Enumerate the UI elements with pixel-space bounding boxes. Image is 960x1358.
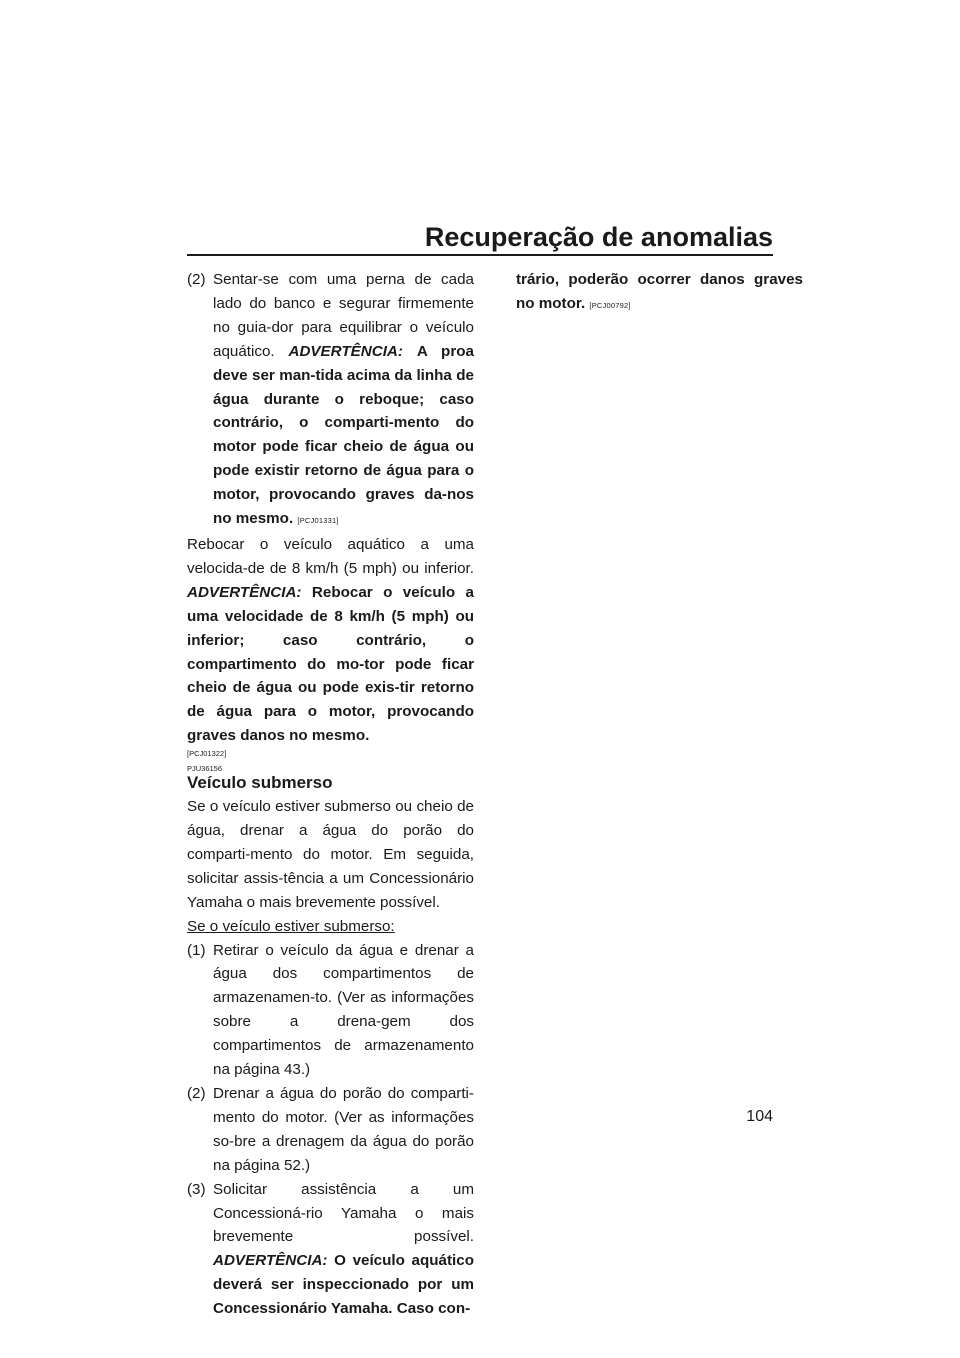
reference-code: [PCJ01322] (187, 749, 227, 759)
right-column (516, 268, 803, 318)
section-code: PJU36156 (187, 764, 223, 774)
list-item (187, 1178, 474, 1321)
warning-label: ADVERTÊNCIA: (213, 1252, 328, 1270)
warning-text: Rebocar o veículo a uma velocidade de 8 km/h (5 mph) ou inferior; caso contrário, o compartimento do mo-tor pode ficar cheio de água ou pode exis-tir retorno de água para o motor, provocando graves danos no mesmo. (187, 583, 474, 745)
item-text: Solicitar assistência a um Concessioná-rio Yamaha o mais brevemente possível. (213, 1180, 474, 1246)
warning-text: A proa deve ser man-tida acima da linha de água durante o reboque; caso contrário, o comparti-mento do motor pode ficar cheio de água ou pode existir retorno de água para o motor, provocando graves da-nos no mesmo. (213, 342, 474, 528)
list-item (187, 1082, 474, 1178)
left-column (187, 268, 474, 1321)
warning-text: trário, poderão ocorrer danos graves no motor. (516, 271, 803, 312)
item-text: Drenar a água do porão do comparti-mento do motor. (Ver as informações so-bre a drenagem da água do porão na página 52.) (213, 1085, 474, 1174)
section-heading: Veículo submerso (187, 773, 333, 793)
item-number: (2) (187, 1085, 206, 1102)
warning-continuation (516, 268, 803, 318)
towing-step-2 (187, 268, 474, 533)
item-number: (1) (187, 941, 206, 959)
warning-text: O veículo aquático deverá ser inspeccionado por um Concessionário Yamaha. Caso con- (213, 1252, 474, 1318)
reference-code: [PCJ00792] (589, 300, 631, 310)
item-number: (3) (187, 1180, 206, 1198)
reference-code: [PCJ01331] (297, 516, 339, 526)
subheading: Se o veículo estiver submerso: (187, 917, 395, 935)
warning-label: ADVERTÊNCIA: (187, 583, 302, 601)
step-text: Sentar-se com uma perna de cada lado do banco e segurar firmemente no guia-dor para equilibrar o veículo aquático. (213, 271, 474, 360)
warning-label: ADVERTÊNCIA: (288, 342, 403, 360)
page-title: Recuperação de anomalias (424, 222, 773, 252)
list-item (187, 939, 474, 1082)
step-number: (2) (187, 271, 206, 288)
towing-speed-paragraph (187, 533, 474, 748)
section-intro: Se o veículo estiver submerso ou cheio de água, drenar a água do porão do comparti-mento do motor. Em seguida, solicitar assis-tência a um Concessionário Yamaha o mais brevemente possível. (187, 798, 474, 911)
page-number: 104 (746, 1108, 773, 1125)
item-text: Retirar o veículo da água e drenar a água dos compartimentos de armazenamen-to. (Ver as informações sobre a drena-gem dos compartimentos de armazenamento na página 43.) (213, 941, 474, 1079)
paragraph-text: Rebocar o veículo aquático a uma velocida-de de 8 km/h (5 mph) ou inferior. (187, 535, 474, 577)
header-rule (187, 254, 773, 256)
